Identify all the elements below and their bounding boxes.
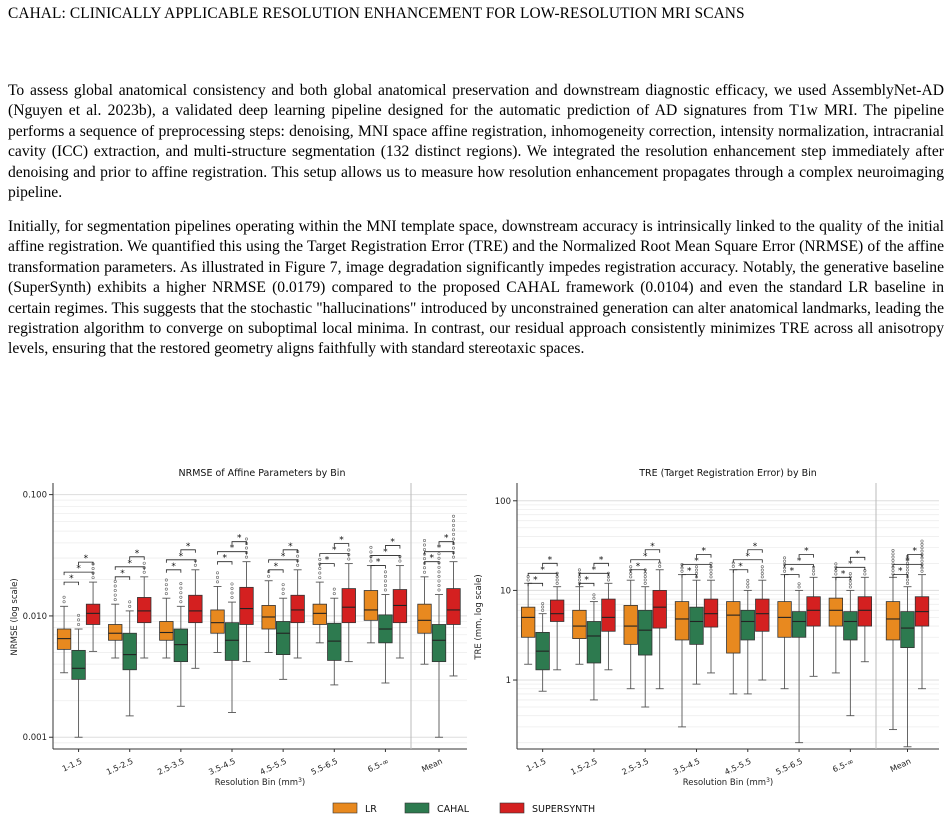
- sig-star: *: [324, 555, 330, 566]
- outlier: [180, 582, 182, 584]
- sig-star: *: [127, 558, 132, 569]
- outlier: [384, 580, 386, 582]
- outlier: [216, 572, 218, 574]
- sig-star: *: [280, 551, 286, 562]
- box-cahal: [174, 629, 188, 662]
- box-supersynth: [602, 599, 616, 631]
- outlier: [438, 566, 440, 568]
- legend-swatch-supersynth: [500, 803, 524, 813]
- outlier: [541, 606, 543, 608]
- outlier: [710, 572, 712, 574]
- x-tick-label: 6.5-∞: [831, 756, 856, 775]
- box-lr: [418, 604, 432, 633]
- outlier: [348, 549, 350, 551]
- box-lr: [57, 629, 70, 649]
- box-supersynth: [240, 587, 254, 624]
- sig-star: *: [288, 541, 293, 552]
- outlier: [423, 567, 425, 569]
- outlier: [438, 571, 440, 573]
- outlier: [921, 560, 923, 562]
- x-tick-label: 2.5-3.5: [156, 756, 186, 777]
- box-lr: [573, 610, 587, 638]
- outlier: [921, 543, 923, 545]
- outlier: [812, 569, 814, 571]
- sig-star: *: [171, 561, 176, 572]
- sig-star: *: [390, 537, 395, 548]
- outlier: [527, 579, 529, 581]
- outlier: [761, 576, 763, 578]
- sig-star: *: [332, 545, 337, 556]
- legend-label-supersynth: SUPERSYNTH: [532, 804, 596, 815]
- outlier: [231, 587, 233, 589]
- outlier: [452, 533, 454, 535]
- box-cahal: [225, 623, 239, 661]
- box-supersynth: [86, 604, 100, 624]
- legend-swatch-cahal: [405, 803, 429, 813]
- box-supersynth: [393, 590, 407, 623]
- x-axis-label: Resolution Bin $(mm^3)$: [214, 777, 306, 788]
- box-supersynth: [807, 597, 821, 626]
- outlier: [892, 556, 894, 558]
- outlier: [452, 538, 454, 540]
- outlier: [231, 596, 233, 598]
- box-lr: [160, 621, 174, 640]
- sig-star: *: [178, 551, 184, 562]
- outlier: [783, 570, 785, 572]
- box-lr: [778, 602, 792, 638]
- sig-star: *: [855, 549, 860, 560]
- box-supersynth: [447, 589, 461, 625]
- sig-star: *: [738, 561, 743, 572]
- box-cahal: [741, 610, 755, 640]
- outlier: [180, 601, 182, 603]
- outlier: [282, 592, 284, 594]
- sig-star: *: [687, 566, 692, 577]
- outlier: [370, 560, 372, 562]
- outlier: [921, 550, 923, 552]
- box-supersynth: [342, 589, 356, 623]
- legend-label-lr: LR: [365, 804, 377, 815]
- outlier: [114, 589, 116, 591]
- outlier: [747, 586, 749, 588]
- outlier: [695, 569, 697, 571]
- box-lr: [886, 602, 900, 640]
- box-cahal: [638, 610, 652, 655]
- box-supersynth: [653, 590, 667, 628]
- chart-panel-2: [474, 468, 939, 788]
- y-axis-label: TRE (mm, log scale): [474, 574, 484, 660]
- outlier: [556, 582, 558, 584]
- y-axis-label: NRMSE (log scale): [10, 578, 20, 656]
- outlier: [165, 588, 167, 590]
- outlier: [333, 588, 335, 590]
- outlier: [92, 567, 94, 569]
- sig-star: *: [533, 575, 538, 586]
- box-supersynth: [189, 595, 203, 622]
- box-supersynth: [291, 595, 305, 622]
- outlier: [143, 562, 145, 564]
- outlier: [77, 619, 79, 621]
- outlier: [798, 582, 800, 584]
- y-tick-label: 0.001: [22, 733, 47, 744]
- box-cahal: [123, 633, 137, 670]
- outlier: [452, 547, 454, 549]
- y-tick-label: 0.100: [22, 490, 47, 501]
- box-supersynth: [137, 597, 151, 622]
- outlier: [423, 539, 425, 541]
- x-tick-label: 1.5-2.5: [105, 756, 135, 777]
- y-tick-label: 0.010: [22, 611, 47, 622]
- outlier: [630, 576, 632, 578]
- box-supersynth: [550, 600, 564, 621]
- sig-star: *: [840, 569, 846, 580]
- outlier: [180, 587, 182, 589]
- outlier: [77, 623, 79, 625]
- outlier: [92, 576, 94, 578]
- x-tick-label: 1.5-2.5: [569, 756, 599, 777]
- outlier: [370, 551, 372, 553]
- box-cahal: [276, 621, 290, 654]
- outlier: [319, 567, 321, 569]
- figure-7: [0, 458, 951, 822]
- outlier: [578, 569, 580, 571]
- outlier: [296, 555, 298, 557]
- running-header: CAHAL: CLINICALLY APPLICABLE RESOLUTION ENHANCEMENT FOR LOW-RESOLUTION MRI SCANS: [8, 5, 745, 22]
- legend-swatch-lr: [333, 803, 357, 813]
- outlier: [835, 573, 837, 575]
- sig-star: *: [591, 565, 597, 576]
- outlier: [921, 540, 923, 542]
- sig-star: *: [76, 564, 81, 575]
- outlier: [114, 598, 116, 600]
- sig-star: *: [898, 566, 903, 577]
- sig-star: *: [912, 546, 917, 557]
- outlier: [761, 569, 763, 571]
- outlier: [892, 559, 894, 561]
- x-axis-label: Resolution Bin $(mm^3)$: [682, 777, 774, 788]
- sig-star: *: [584, 575, 589, 586]
- outlier: [452, 524, 454, 526]
- outlier: [384, 575, 386, 577]
- outlier: [114, 594, 116, 596]
- box-cahal: [72, 650, 86, 679]
- x-tick-label: 5.5-6.5: [774, 756, 804, 777]
- sig-star: *: [134, 548, 140, 559]
- outlier: [892, 569, 894, 571]
- box-supersynth: [756, 599, 770, 631]
- outlier: [906, 569, 908, 571]
- sig-star: *: [752, 541, 758, 552]
- y-tick-label: 10: [500, 586, 511, 597]
- outlier: [63, 601, 65, 603]
- outlier: [319, 572, 321, 574]
- outlier: [644, 575, 646, 577]
- outlier: [783, 560, 785, 562]
- x-tick-label: 3.5-4.5: [207, 756, 237, 777]
- outlier: [129, 601, 131, 603]
- box-lr: [624, 605, 638, 644]
- outlier: [216, 581, 218, 583]
- box-cahal: [690, 607, 704, 644]
- x-tick-label: 6.5-∞: [366, 756, 391, 775]
- x-tick-label: 2.5-3.5: [620, 756, 651, 777]
- sig-star: *: [222, 553, 227, 564]
- outlier: [114, 585, 116, 587]
- sig-star: *: [796, 556, 802, 567]
- outlier: [892, 553, 894, 555]
- chart-title: NRMSE of Affine Parameters by Bin: [178, 468, 346, 479]
- outlier: [423, 544, 425, 546]
- sig-star: *: [444, 533, 449, 544]
- outlier: [452, 515, 454, 517]
- sig-star: *: [120, 568, 125, 579]
- outlier: [216, 576, 218, 578]
- outlier: [319, 576, 321, 578]
- outlier: [231, 592, 233, 594]
- outlier: [114, 580, 116, 582]
- sig-star: *: [694, 556, 699, 567]
- box-lr: [727, 602, 741, 653]
- sig-star: *: [642, 551, 648, 562]
- box-lr: [211, 610, 225, 633]
- y-tick-label: 1: [505, 676, 511, 687]
- outlier: [245, 538, 247, 540]
- box-lr: [313, 604, 327, 624]
- outlier: [282, 583, 284, 585]
- chart-title: TRE (Target Registration Error) by Bin: [639, 468, 817, 479]
- outlier: [849, 572, 851, 574]
- sig-star: *: [745, 551, 751, 562]
- outlier: [607, 579, 609, 581]
- outlier: [681, 570, 683, 572]
- outlier: [438, 580, 440, 582]
- outlier: [710, 576, 712, 578]
- x-tick-label: 1-1.5: [524, 756, 548, 774]
- outlier: [906, 579, 908, 581]
- outlier: [556, 579, 558, 581]
- box-lr: [829, 598, 843, 626]
- outlier: [438, 584, 440, 586]
- outlier: [906, 572, 908, 574]
- outlier: [384, 584, 386, 586]
- x-tick-label: 4.5-5.5: [258, 756, 288, 777]
- outlier: [423, 548, 425, 550]
- outlier: [783, 557, 785, 559]
- x-tick-label: 1-1.5: [60, 756, 84, 774]
- outlier: [63, 596, 65, 598]
- outlier: [849, 586, 851, 588]
- outlier: [384, 571, 386, 573]
- outlier: [267, 575, 269, 577]
- paragraph-2: Initially, for segmentation pipelines operating within the MNI template space, downstream accuracy is intrinsically linked to the quality of the initial affine registration. We quantified this using the Target Registration Error (TRE) and the Normalized Root Mean Square Error (NRMSE) of the affine transformation parameters. As illustrated in Figure 7, image degradation significantly impedes registration accuracy. Notably, the generative baseline (SuperSynth) exhibits a higher NRMSE (0.0179) compared to the proposed CAHAL framework (0.0104) and even the standard LR baseline in certain regimes. This suggests that the stochastic "hallucinations" introduced by unconstrained generation can alter anatomical landmarks, leading the registration algorithm to converge on suboptimal local minima. In contrast, our residual approach consistently minimizes TRE across all anisotropy levels, ensuring that the restored geometry aligns faithfully with standard stereotaxic spaces.: [8, 218, 944, 358]
- outlier: [761, 566, 763, 568]
- outlier: [282, 588, 284, 590]
- sig-star: *: [701, 546, 706, 557]
- outlier: [864, 573, 866, 575]
- box-lr: [675, 602, 689, 640]
- box-cahal: [328, 623, 342, 660]
- legend: [333, 803, 595, 815]
- sig-star: *: [598, 555, 604, 566]
- legend-label-cahal: CAHAL: [437, 804, 470, 815]
- sig-star: *: [848, 559, 853, 570]
- sig-star: *: [383, 547, 388, 558]
- outlier: [194, 564, 196, 566]
- sig-star: *: [339, 535, 344, 546]
- x-tick-label: Mean: [888, 756, 913, 775]
- paragraph-1: To assess global anatomical consistency and both global anatomical preservation and downstream diagnostic efficacy, we used AssemblyNet-AD (Nguyen et al. 2023b), a validated deep learning pipeline designed for the automatic prediction of AD signatures from T1w MRI. The pipeline performs a sequence of preprocessing steps: denoising, MNI space affine registration, inhomogeneity correction, intensity normalization, intracranial cavity (ICC) extraction, and multi-structure segmentation (132 distinct regions). We integrated the resolution enhancement step immediately after denoising and prior to affine registration. This setup allows us to measure how resolution enhancement propagates through a complex neuroimaging pipeline.: [8, 82, 944, 202]
- sig-star: *: [375, 557, 381, 568]
- outlier: [659, 565, 661, 567]
- outlier: [747, 582, 749, 584]
- outlier: [245, 547, 247, 549]
- sig-star: *: [650, 541, 655, 552]
- outlier: [710, 569, 712, 571]
- box-cahal: [432, 624, 446, 661]
- outlier: [921, 570, 923, 572]
- sig-star: *: [273, 561, 279, 572]
- outlier: [849, 582, 851, 584]
- sig-star: *: [229, 543, 235, 554]
- outlier: [231, 583, 233, 585]
- outlier: [644, 582, 646, 584]
- box-cahal: [587, 621, 601, 662]
- x-tick-label: 3.5-4.5: [671, 756, 702, 777]
- x-tick-label: Mean: [420, 756, 444, 775]
- outlier: [732, 565, 734, 567]
- outlier: [798, 586, 800, 588]
- outlier: [143, 571, 145, 573]
- outlier: [438, 575, 440, 577]
- sig-star: *: [635, 561, 641, 572]
- box-supersynth: [858, 597, 872, 626]
- sig-star: *: [905, 556, 910, 567]
- box-cahal: [792, 612, 806, 638]
- outlier: [438, 589, 440, 591]
- box-lr: [521, 607, 535, 637]
- sig-star: *: [185, 541, 191, 552]
- outlier: [892, 549, 894, 551]
- outlier: [333, 592, 335, 594]
- x-tick-label: 5.5-6.5: [309, 756, 340, 777]
- sig-star: *: [69, 574, 74, 585]
- outlier: [630, 566, 632, 568]
- outlier: [180, 596, 182, 598]
- sig-star: *: [789, 566, 795, 577]
- outlier: [761, 572, 763, 574]
- chart-panel-1: [10, 468, 467, 788]
- outlier: [319, 558, 321, 560]
- outlier: [370, 546, 372, 548]
- box-cahal: [901, 612, 915, 648]
- outlier: [180, 591, 182, 593]
- outlier: [747, 579, 749, 581]
- box-lr: [364, 591, 378, 621]
- sig-star: *: [540, 565, 545, 576]
- sig-star: *: [547, 555, 553, 566]
- box-cahal: [844, 612, 858, 640]
- outlier: [165, 583, 167, 585]
- sig-star: *: [83, 554, 89, 565]
- outlier: [296, 564, 298, 566]
- outlier: [906, 582, 908, 584]
- x-tick-label: 4.5-5.5: [723, 756, 753, 777]
- outlier: [165, 592, 167, 594]
- outlier: [578, 579, 580, 581]
- outlier: [644, 579, 646, 581]
- outlier: [423, 571, 425, 573]
- outlier: [399, 560, 401, 562]
- box-lr: [108, 624, 122, 640]
- sig-star: *: [436, 543, 442, 554]
- outlier: [812, 573, 814, 575]
- sig-star: *: [429, 553, 434, 564]
- sig-star: *: [237, 533, 242, 544]
- y-tick-label: 100: [494, 496, 511, 507]
- box-supersynth: [704, 599, 718, 627]
- outlier: [129, 605, 131, 607]
- sig-star: *: [804, 546, 809, 557]
- outlier: [384, 589, 386, 591]
